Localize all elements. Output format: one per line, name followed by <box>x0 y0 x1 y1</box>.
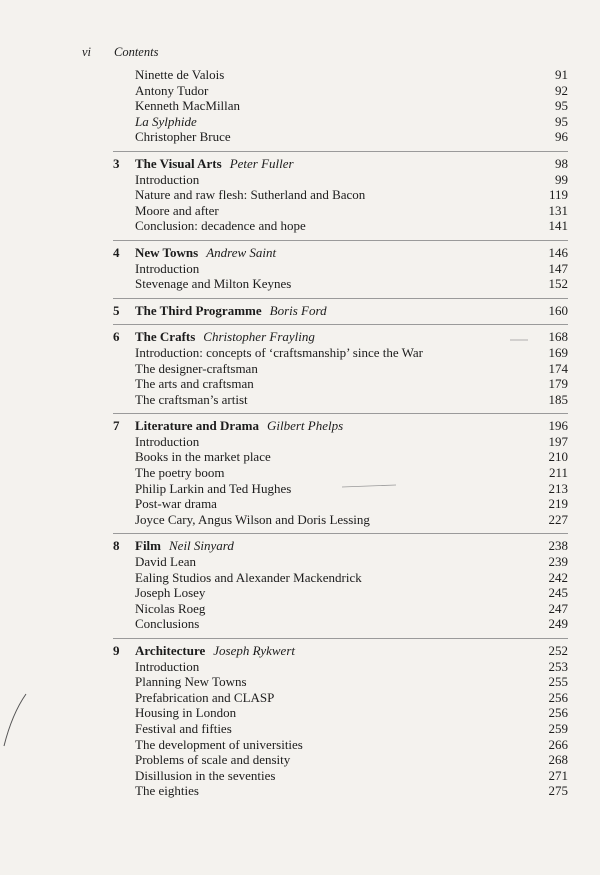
entry-page: 271 <box>548 767 568 783</box>
chapter-page: 98 <box>555 155 568 171</box>
entry-title: The designer-craftsman <box>135 360 258 376</box>
chapter-author: Christopher Frayling <box>203 329 315 345</box>
chapter-heading <box>113 643 568 659</box>
entry-title: Ninette de Valois <box>135 67 225 82</box>
entry-title: Stevenage and Milton Keynes <box>135 276 292 292</box>
entry-page: 174 <box>548 360 568 376</box>
entry-title: Antony Tudor <box>135 82 209 98</box>
toc-entry <box>113 361 568 377</box>
chapter-number: 5 <box>113 302 120 318</box>
chapter-heading <box>113 538 568 554</box>
toc-entry <box>113 570 568 586</box>
toc-entry <box>113 187 568 203</box>
running-title: Contents <box>114 45 159 59</box>
entry-page: 131 <box>548 202 568 218</box>
toc-entry <box>113 783 568 799</box>
toc-entry <box>113 83 568 99</box>
chapter-page: 252 <box>548 643 568 658</box>
toc-entry <box>113 690 568 706</box>
chapter-number: 7 <box>113 418 120 434</box>
toc-entry <box>113 376 568 392</box>
toc-entry <box>113 449 568 465</box>
chapter-heading <box>113 303 568 319</box>
toc-entry <box>113 585 568 601</box>
entry-page: 268 <box>548 752 568 768</box>
page-number: vi <box>82 45 92 59</box>
entry-page: 91 <box>555 67 568 82</box>
entry-page: 210 <box>548 449 568 465</box>
entry-page: 242 <box>548 569 568 585</box>
toc-entry <box>113 465 568 481</box>
entry-title: The craftsman’s artist <box>135 391 248 407</box>
chapter-title: Architecture <box>135 643 206 658</box>
chapter-page: 160 <box>548 302 568 318</box>
entry-page: 152 <box>548 276 568 292</box>
toc-entry <box>113 98 568 114</box>
entry-title: The poetry boom <box>135 465 225 481</box>
toc-entry <box>113 616 568 632</box>
stray-pencil-dash <box>508 336 532 344</box>
toc-entry <box>113 392 568 408</box>
toc-entry <box>113 276 568 292</box>
chapter-title: The Crafts <box>135 329 196 345</box>
table-of-contents <box>113 67 568 799</box>
chapter-page: 146 <box>548 244 568 260</box>
entry-page: 247 <box>548 600 568 616</box>
section-divider <box>113 413 568 414</box>
entry-page: 169 <box>548 344 568 360</box>
entry-page: 185 <box>548 391 568 407</box>
entry-title: Nicolas Roeg <box>135 600 206 616</box>
entry-page: 219 <box>548 496 568 512</box>
chapter-number: 9 <box>113 643 120 658</box>
entry-title: Conclusions <box>135 616 200 632</box>
entry-title: Moore and after <box>135 202 219 218</box>
chapter-heading <box>113 418 568 434</box>
entry-page: 141 <box>548 218 568 234</box>
entry-title: The development of universities <box>135 736 303 752</box>
entry-title: The arts and craftsman <box>135 376 254 392</box>
toc-entry <box>113 218 568 234</box>
margin-pencil-mark <box>0 690 30 750</box>
toc-entry <box>113 705 568 721</box>
entry-page: 259 <box>548 720 568 736</box>
entry-title: Introduction <box>135 260 200 276</box>
chapter-number: 6 <box>113 329 120 345</box>
entry-title: Introduction <box>135 433 200 449</box>
toc-entry <box>113 203 568 219</box>
entry-title: Joseph Losey <box>135 585 206 601</box>
entry-title: Christopher Bruce <box>135 129 231 145</box>
toc-entry <box>113 512 568 528</box>
chapter-author: Neil Sinyard <box>169 538 234 554</box>
entry-title: The eighties <box>135 783 199 799</box>
entry-title: Introduction: concepts of ‘craftsmanship’ since the War <box>135 344 423 360</box>
entry-title: Introduction <box>135 658 200 674</box>
toc-entry <box>113 67 568 83</box>
toc-entry <box>113 114 568 130</box>
entry-page: 213 <box>548 480 568 496</box>
entry-page: 95 <box>555 98 568 114</box>
toc-entry <box>113 721 568 737</box>
entry-title: Philip Larkin and Ted Hughes <box>135 480 292 496</box>
entry-title: Joyce Cary, Angus Wilson and Doris Lessing <box>135 511 370 527</box>
entry-title: Disillusion in the seventies <box>135 767 276 783</box>
section-divider <box>113 324 568 325</box>
chapter-title: Literature and Drama <box>135 418 259 434</box>
entry-title: Problems of scale and density <box>135 752 291 768</box>
chapter-author: Joseph Rykwert <box>213 643 295 658</box>
toc-entry <box>113 768 568 784</box>
entry-page: 95 <box>555 113 568 129</box>
entry-title: Kenneth MacMillan <box>135 98 241 114</box>
entry-page: 179 <box>548 376 568 392</box>
toc-entry <box>113 434 568 450</box>
toc-entry <box>113 172 568 188</box>
entry-page: 256 <box>548 689 568 705</box>
page-header <box>82 45 158 60</box>
entry-title: Housing in London <box>135 705 237 721</box>
chapter-number: 3 <box>113 155 120 171</box>
toc-entry <box>113 601 568 617</box>
section-divider <box>113 240 568 241</box>
entry-title: Introduction <box>135 171 200 187</box>
toc-entry <box>113 261 568 277</box>
chapter-number: 8 <box>113 538 120 554</box>
toc-entry <box>113 752 568 768</box>
chapter-heading <box>113 245 568 261</box>
toc-entry <box>113 659 568 675</box>
chapter-heading <box>113 329 568 345</box>
entry-page: 227 <box>548 511 568 527</box>
entry-page: 249 <box>548 616 568 632</box>
entry-page: 211 <box>548 465 568 481</box>
entry-page: 96 <box>555 129 568 145</box>
entry-title: Conclusion: decadence and hope <box>135 218 306 234</box>
entry-title: Planning New Towns <box>135 674 247 690</box>
chapter-author: Andrew Saint <box>206 244 277 260</box>
entry-page: 147 <box>548 260 568 276</box>
entry-page: 99 <box>555 171 568 187</box>
entry-page: 239 <box>548 554 568 570</box>
entry-page: 253 <box>548 658 568 674</box>
entry-page: 92 <box>555 82 568 98</box>
chapter-heading <box>113 156 568 172</box>
entry-page: 245 <box>548 585 568 601</box>
chapter-page: 238 <box>548 538 568 554</box>
chapter-number: 4 <box>113 244 120 260</box>
entry-title: Books in the market place <box>135 449 271 465</box>
entry-page: 197 <box>548 433 568 449</box>
chapter-title: New Towns <box>135 244 199 260</box>
entry-page: 119 <box>548 187 568 203</box>
chapter-title: The Third Programme <box>135 302 262 318</box>
toc-entry <box>113 345 568 361</box>
entry-title: Festival and fifties <box>135 720 232 736</box>
entry-title: Prefabrication and CLASP <box>135 689 275 705</box>
entry-title: Nature and raw flesh: Sutherland and Bacon <box>135 187 366 203</box>
section-divider <box>113 151 568 152</box>
entry-title: La Sylphide <box>135 113 197 129</box>
toc-entry <box>113 129 568 145</box>
entry-title: David Lean <box>135 554 197 570</box>
chapter-author: Boris Ford <box>269 302 327 318</box>
toc-entry <box>113 554 568 570</box>
entry-page: 275 <box>548 783 568 799</box>
section-divider <box>113 533 568 534</box>
chapter-title: The Visual Arts <box>135 155 222 171</box>
entry-page: 255 <box>548 674 568 690</box>
entry-page: 256 <box>548 705 568 721</box>
toc-entry <box>113 737 568 753</box>
chapter-page: 196 <box>548 418 568 434</box>
stray-pencil-mark <box>340 482 400 490</box>
entry-page: 266 <box>548 736 568 752</box>
toc-entry <box>113 674 568 690</box>
chapter-title: Film <box>135 538 161 554</box>
entry-title: Post-war drama <box>135 496 217 512</box>
section-divider <box>113 638 568 639</box>
chapter-page: 168 <box>548 329 568 345</box>
chapter-author: Gilbert Phelps <box>266 418 344 434</box>
entry-title: Ealing Studios and Alexander Mackendrick <box>135 569 362 585</box>
section-divider <box>113 298 568 299</box>
toc-entry <box>113 496 568 512</box>
chapter-author: Peter Fuller <box>229 155 294 171</box>
